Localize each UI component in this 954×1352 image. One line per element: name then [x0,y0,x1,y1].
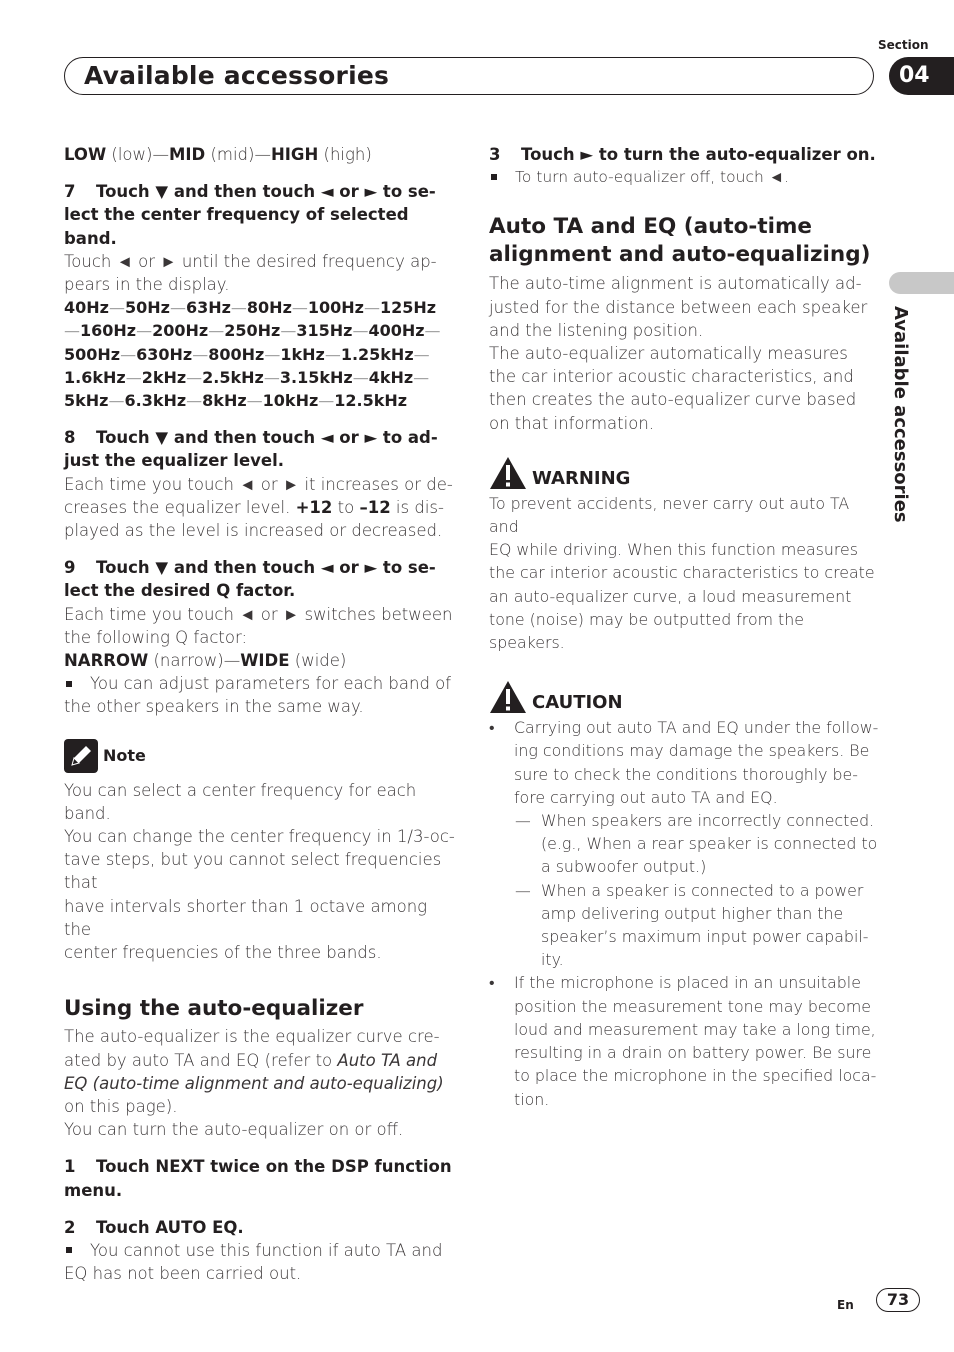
step-9-heading-cont: lect the desired Q factor. [64,581,296,601]
step-7-heading-cont: lect the center frequency of selected band. [64,205,409,248]
step-9-note: You can adjust parameters for each band of [64,672,459,695]
square-bullet-icon [66,1247,72,1253]
page-title: Available accessories [84,61,390,90]
step-7-body: Touch ◄ or ► until the desired frequency ap- [64,251,437,271]
step-2-note: You cannot use this function if auto TA and [64,1239,459,1262]
caution-subitem: — When speakers are incorrectly connected. (e.g., When a rear speaker is connected to a subwoofer output.) [489,809,879,879]
freq-line: —160Hz—200Hz—250Hz—315Hz—400Hz— [64,321,441,341]
caution-bullet: • If the microphone is placed in an unsuitable position the measurement tone may become loud and measurement may take a long time, resulting in a drain on battery power. Be sure to place the microphone in the specified loca- tion. [489,971,879,1110]
q-factor-options: NARROW (narrow)—WIDE (wide) [64,651,347,671]
auto-eq-heading: Using the auto-equalizer [64,996,364,1022]
page-number: 73 [876,1288,920,1312]
side-tab-marker [889,272,954,294]
freq-line: 1.6kHz—2kHz—2.5kHz—3.15kHz—4kHz— [64,367,430,387]
note-pencil-icon [64,739,98,773]
freq-line: 5kHz—6.3kHz—8kHz—10kHz—12.5kHz [64,391,408,411]
section-badge: 04 [889,57,954,95]
left-column: LOW (low)—MID (mid)—HIGH (high) 7 Touch ▼ and then touch ◄ or ► to se- lect the center frequency of selected band. Touch ◄ or ► until the desired frequency ap- pears in the display. 40Hz—50Hz—63Hz—80Hz—100Hz—125Hz —160Hz—200Hz—250Hz—315Hz—400Hz— 500Hz—630Hz—800Hz—1kHz—1.25kHz— 1.6kHz—2kHz—2.5kHz—3.15kHz—4kHz— 5kHz—6.3kHz—8kHz—10kHz—12.5kHz 8 Touch ▼ and then touch ◄ or ► to ad- just the equalizer level. Each time you touch ◄ or ► it increases or de- creases the equalizer level. +12 to –12 is dis- played as the level is increased or decreased. 9 Touch ▼ and then touch ◄ or ► to se- lect the desired Q factor. Each time you touch ◄ or ► switches between the following Q factor: NARROW (narrow)—WIDE (wide) You can adjust parameters for each band of the other speakers in the same way. Note You can select a center frequency for each band. You can change the center frequency in 1/3-oc- tave steps, but you cannot select frequencies that have intervals shorter than 1 octave among the center frequencies of the three bands. Using the auto-equalizer The auto-equalizer is the equalizer curve cre- ated by auto TA and EQ (refer to Auto TA and EQ (auto-time alignment and auto-equalizing) on this page). You can turn the auto-equalizer on or off. 1 Touch NEXT twice on the DSP function menu. 2 Touch AUTO EQ. You cannot use this function if auto TA and EQ has not been carried out. [64,143,459,1285]
step-3-heading: 3 Touch ► to turn the auto-equalizer on. [489,145,876,164]
caution-subitem: — When a speaker is connected to a power amp delivering output higher than the speaker’s maximum input power capabil- ity. [489,879,879,972]
step-9-heading: 9 Touch ▼ and then touch ◄ or ► to se- [64,558,436,578]
footer-language: En [837,1298,854,1312]
step-8-heading: 8 Touch ▼ and then touch ◄ or ► to ad- [64,428,438,448]
side-tab-label: Available accessories [890,306,911,523]
freq-line: 40Hz—50Hz—63Hz—80Hz—100Hz—125Hz [64,298,437,318]
square-bullet-icon [491,174,497,180]
auto-ta-eq-body: The auto-time alignment is automatically ad- justed for the distance between each speaker and the listening position. The auto-equalizer automatically measures the car interior acoustic characteristics, and then creates the auto-equalizer curve based on that information. [489,274,868,433]
step-9-body: Each time you touch ◄ or ► switches between [64,604,453,624]
note-heading: Note [64,739,459,773]
caution-bullet: • Carrying out auto TA and EQ under the follow- ing conditions may damage the speakers. Be sure to check the conditions thoroughly be- fore carrying out auto TA and EQ. [489,716,879,809]
step-7-heading: 7 Touch ▼ and then touch ◄ or ► to se- [64,182,436,202]
step-8-body-end: played as the level is increased or decreased. [64,521,443,541]
warning-triangle-icon [489,456,527,490]
step-9-note-cont: the other speakers in the same way. [64,697,364,717]
warning-body: To prevent accidents, never carry out auto TA and EQ while driving. When this function measures the car interior acoustic characteristics to create an auto-equalizer curve, a loud measurement tone (noise) may be outputted from the speakers. [489,493,875,653]
step-8-heading-cont: just the equalizer level. [64,451,285,471]
step-9-body-cont: the following Q factor: [64,627,248,647]
note-body: You can select a center frequency for each band. You can change the center frequency in 1/3-oc- tave steps, but you cannot select frequencies that have intervals shorter than 1 octave among the center frequencies of the three bands. [64,780,455,963]
band-options: LOW (low)—MID (mid)—HIGH (high) [64,145,372,164]
step-3-note: To turn auto-equalizer off, touch ◄. [489,166,879,189]
step-8-body-cont: creases the equalizer level. +12 to –12 is dis- [64,497,444,517]
caution-body [489,716,879,1110]
step-1-heading: 1 Touch NEXT twice on the DSP function [64,1157,452,1177]
step-7-body-cont: pears in the display. [64,275,230,295]
warning-heading: WARNING [489,456,879,490]
section-label: Section [878,38,929,52]
right-column: 3 Touch ► to turn the auto-equalizer on. To turn auto-equalizer off, touch ◄. Auto TA and EQ (auto-time alignment and auto-equalizing) The auto-time alignment is automatically ad- justed for the distance between each speaker and the listening position. The auto-equalizer automatically measures the car interior acoustic characteristics, and then creates the auto-equalizer curve based on that information. WARNING To prevent accidents, never carry out auto TA and EQ while driving. When this function measures the car interior acoustic characteristics to create an auto-equalizer curve, a loud measurement tone (noise) may be outputted from the speakers. CAUTION • Carrying out auto TA and EQ under the follow- ing conditions may damage the speakers. Be sure to check the conditions thoroughly be- fore carrying out auto TA and EQ. — When speakers are incorrectly connected. (e.g., When a rear speaker is connected to a subwoofer output.) — When a speaker is connected to a power amp delivering output higher than the speaker’s maximum input power capabil- ity. • If the microphone is placed in an unsuitable position the measurement tone may become loud and measurement may take a long time, resulting in a drain on battery power. Be sure to place the microphone in the specified loca- tion. [489,143,879,1111]
freq-line: 500Hz—630Hz—800Hz—1kHz—1.25kHz— [64,344,430,364]
step-8-body: Each time you touch ◄ or ► it increases or de- [64,474,453,494]
caution-heading: CAUTION [489,680,879,714]
caution-triangle-icon [489,680,527,714]
square-bullet-icon [66,681,72,687]
auto-ta-eq-heading: Auto TA and EQ (auto-time [489,214,812,240]
step-2-heading: 2 Touch AUTO EQ. [64,1217,244,1237]
